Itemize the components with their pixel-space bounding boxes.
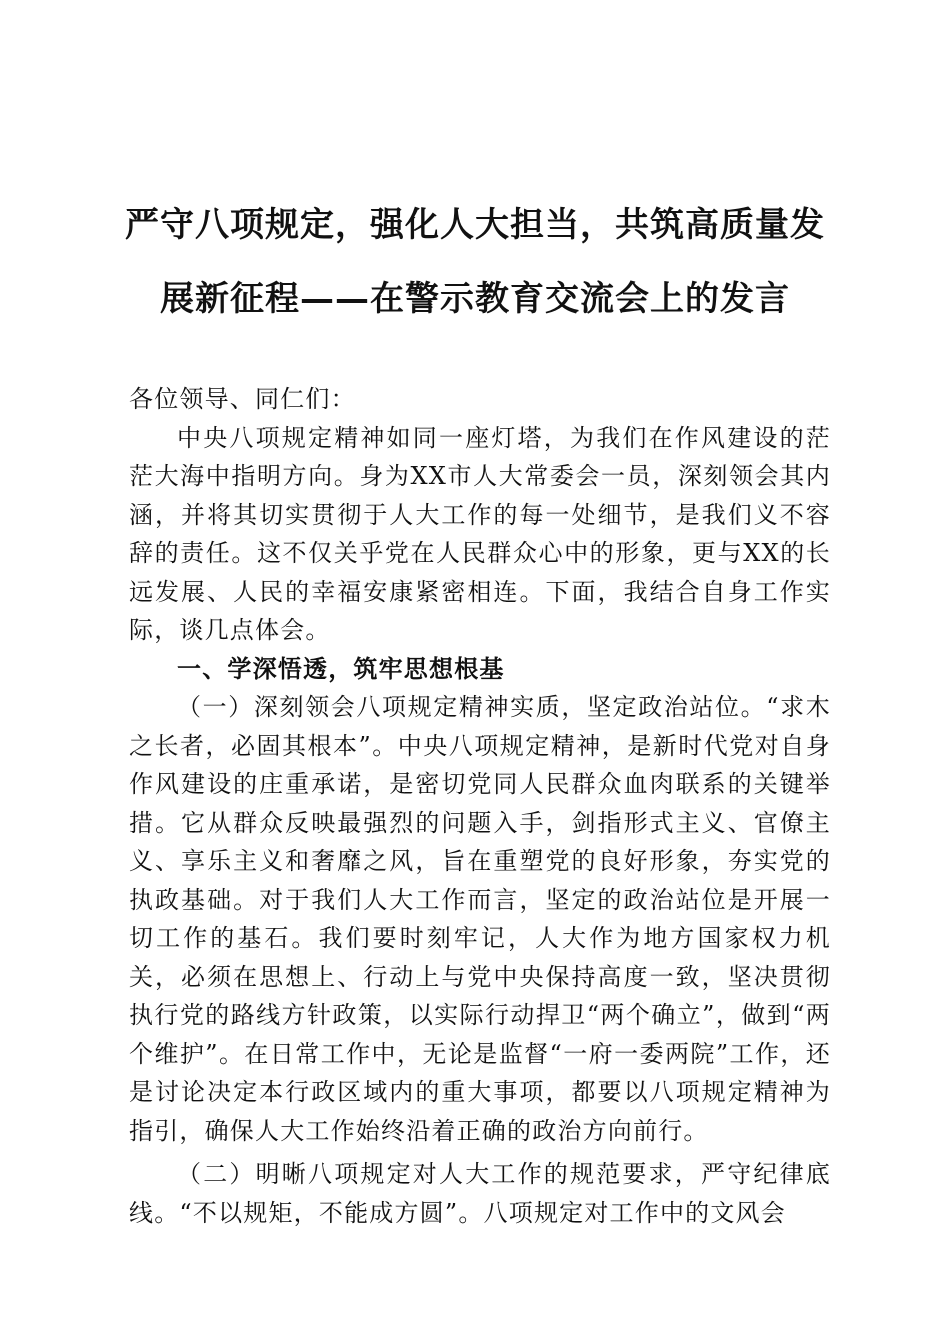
document-title <box>100 188 850 336</box>
salutation: 各位领导、同仁们： <box>129 385 356 413</box>
subsection-1-paragraph: （一）深刻领会八项规定精神实质，坚定政治站位。“求木之长者，必固其根本”。中央八项规定精神，是新时代党对自身作风建设的庄重承诺，是密切党同人民群众血肉联系的关键举措。它从群众反映最强烈的问题入手，剑指形式主义、官僚主义、享乐主义和奢靡之风，旨在重塑党的良好形象，夯实党的执政基础。对于我们人大工作而言，坚定的政治站位是开展一切工作的基石。我们要时刻牢记，人大作为地方国家权力机关，必须在思想上、行动上与党中央保持高度一致，坚决贯彻执行党的路线方针政策，以实际行动捍卫“两个确立”，做到“两个维护”。在日常工作中，无论是监督“一府一委两院”工作，还是讨论决定本行政区域内的重大事项，都要以八项规定精神为指引，确保人大工作始终沿着正确的政治方向前行。 <box>129 693 831 1145</box>
document-body <box>129 380 831 1232</box>
section-heading-1: 一、学深悟透，筑牢思想根基 <box>177 654 505 683</box>
title-line-2: 展新征程——在警示教育交流会上的发言 <box>160 279 790 319</box>
intro-paragraph: 中央八项规定精神如同一座灯塔，为我们在作风建设的茫茫大海中指明方向。身为XX市人大常委会一员，深刻领会其内涵，并将其切实贯彻于人大工作的每一处细节，是我们义不容辞的责任。这不仅关乎党在人民群众心中的形象，更与XX的长远发展、人民的幸福安康紧密相连。下面，我结合自身工作实际，谈几点体会。 <box>129 423 831 644</box>
title-line-1: 严守八项规定，强化人大担当，共筑高质量发 <box>125 205 825 245</box>
subsection-2-paragraph: （二）明晰八项规定对人大工作的规范要求，严守纪律底线。“不以规矩，不能成方圆”。八项规定对工作中的文风会 <box>129 1160 831 1227</box>
